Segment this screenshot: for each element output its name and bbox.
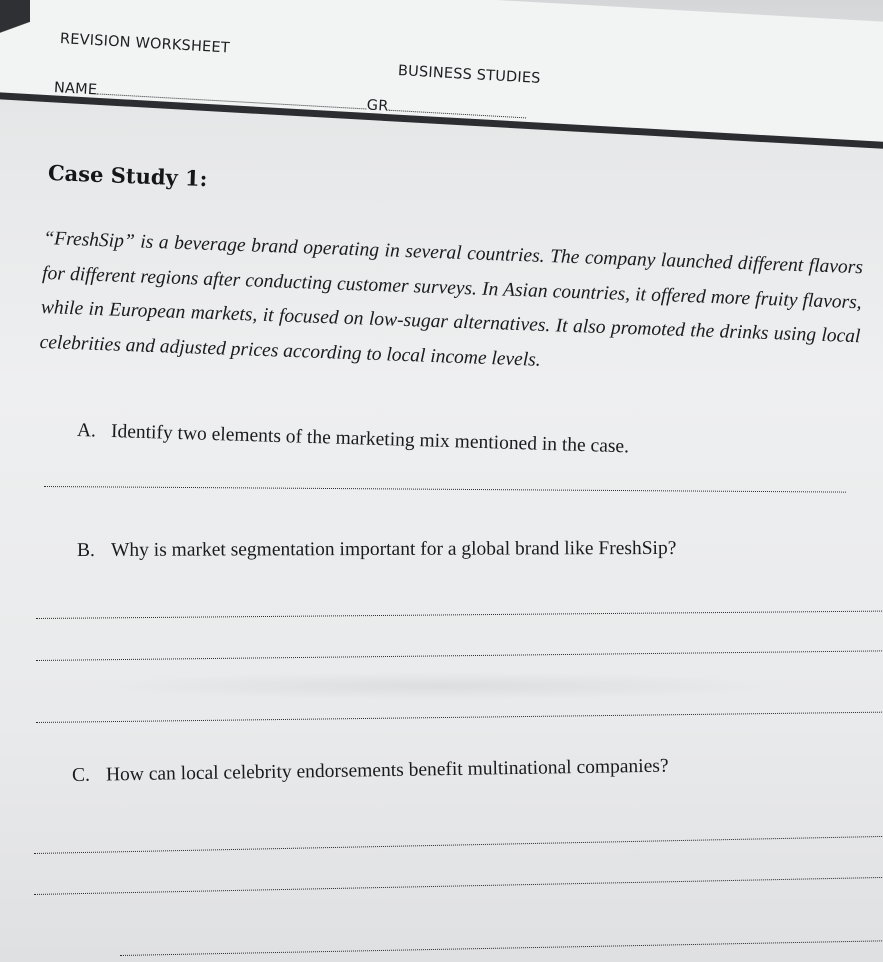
case-study-paragraph: “FreshSip” is a beverage brand operating in several countries. The company launched different flavors for different regions after conducting customer surveys. In Asian countries, it offered more fruity flavors, while in European markets, it focused on low-sugar alternatives. It also promoted the drinks using local celebrities and adjusted prices according to local income levels. [39,227,864,371]
question-letter: A. [76,420,97,442]
subject-label: BUSINESS STUDIES [397,63,541,87]
question-a [77,420,630,458]
answer-line-b-1[interactable] [36,611,883,619]
name-label: NAME [53,80,98,99]
answer-line-a-1[interactable] [44,486,846,493]
bleed-through-shadow [90,672,790,700]
name-blank[interactable] [97,83,367,109]
answer-line-c-1[interactable] [34,836,883,854]
answer-line-c-3[interactable] [120,940,883,956]
grade-label: GR [366,97,389,115]
name-grade-line [54,80,554,124]
worksheet-title: REVISION WORKSHEET [59,31,231,57]
answer-line-b-3[interactable] [36,712,883,723]
grade-blank[interactable] [388,100,526,119]
question-letter: C. [71,764,91,786]
question-c [72,756,669,787]
question-letter: B. [76,539,95,561]
case-study-heading: Case Study 1: [47,160,208,192]
question-text: How can local celebrity endorsements benefit multinational companies? [105,755,669,786]
question-b [77,538,676,562]
answer-line-b-2[interactable] [36,650,883,661]
answer-line-c-2[interactable] [34,877,883,895]
question-text: Why is market segmentation important for a global brand like FreshSip? [110,537,677,561]
question-text: Identify two elements of the marketing mix mentioned in the case. [110,421,630,458]
